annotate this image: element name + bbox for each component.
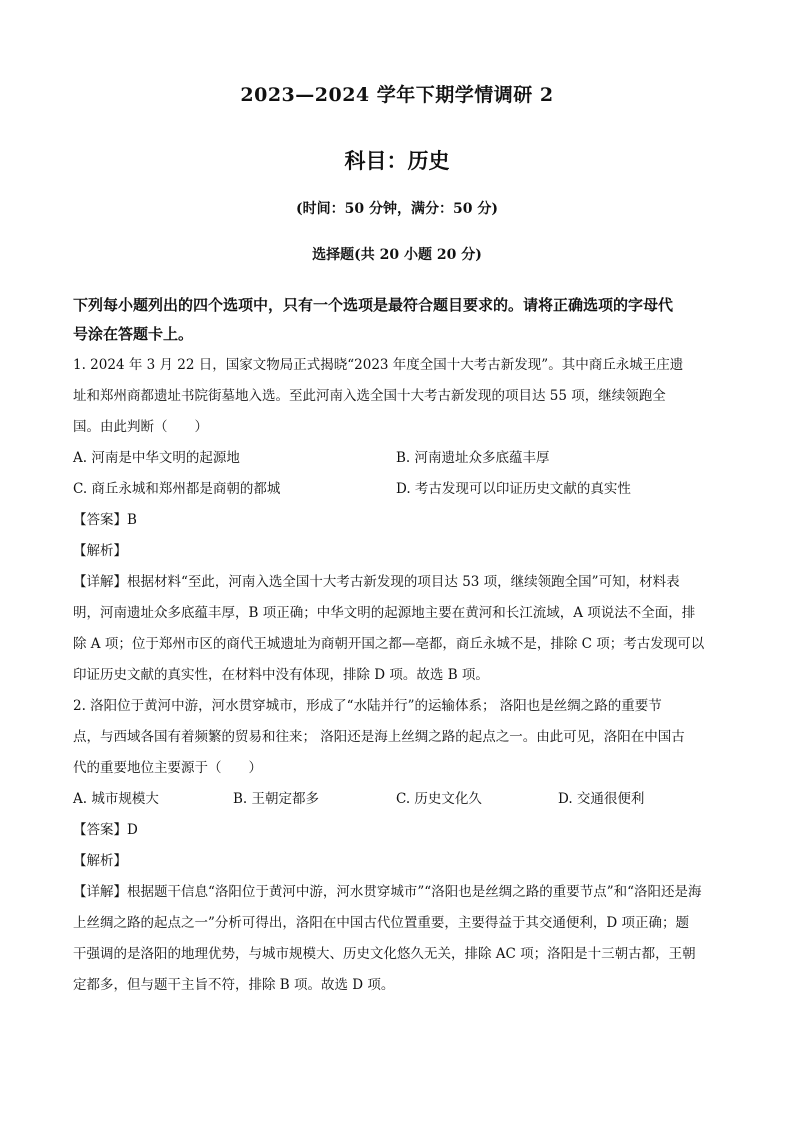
question-stem-line: 址和郑州商都遗址书院街墓地入选。至此河南入选全国十大考古新发现的项目达 55 项，继续领跑全 bbox=[73, 388, 666, 404]
answer-label: 【答案】D bbox=[73, 822, 138, 838]
options-row bbox=[73, 784, 723, 815]
analysis-label: 【解析】 bbox=[73, 543, 127, 559]
option-d: D. 交通很便利 bbox=[558, 791, 645, 807]
question-stem-line: 点，与西域各国有着频繁的贸易和往来； 洛阳还是海上丝绸之路的起点之一。由此可见，洛阳在中国古 bbox=[73, 729, 685, 745]
option-a: A. 城市规模大 bbox=[73, 791, 159, 807]
section-heading: 选择题(共 20 小题 20 分) bbox=[312, 247, 482, 263]
detail-line: 除 A 项；位于郑州市区的商代王城遗址为商朝开国之都—亳都，商丘永城不是，排除 C 项；考古发现可以 bbox=[73, 636, 705, 652]
detail-line: 印证历史文献的真实性，在材料中没有体现，排除 D 项。故选 B 项。 bbox=[73, 667, 489, 683]
options-row bbox=[73, 474, 723, 505]
detail-line: 干强调的是洛阳的地理优势，与城市规模大、历史文化悠久无关，排除 AC 项；洛阳是十三朝古都，王朝 bbox=[73, 946, 696, 962]
detail-line: 上丝绸之路的起点之一”分析可得出，洛阳在中国古代位置重要，主要得益于其交通便利，D 项正确；题 bbox=[73, 915, 690, 931]
question-2 bbox=[73, 691, 723, 1001]
question-1 bbox=[73, 350, 723, 691]
exam-time-info: (时间：50 分钟，满分：50 分) bbox=[296, 201, 498, 217]
detail-line: 【详解】根据材料“至此，河南入选全国十大考古新发现的项目达 53 项，继续领跑全国”可知，材料表 bbox=[73, 574, 680, 590]
instructions-line: 号涂在答题卡上。 bbox=[73, 325, 194, 343]
question-stem-line: 代的重要地位主要源于（ ） bbox=[73, 760, 262, 776]
option-c: C. 历史文化久 bbox=[396, 791, 482, 807]
detail-line: 定都多，但与题干主旨不符，排除 B 项。故选 D 项。 bbox=[73, 977, 395, 993]
option-b: B. 王朝定都多 bbox=[233, 791, 320, 807]
detail-line: 【详解】根据题干信息“洛阳位于黄河中游，河水贯穿城市”“洛阳也是丝绸之路的重要节点”和“洛阳还是海 bbox=[73, 884, 702, 900]
question-stem-line: 2. 洛阳位于黄河中游，河水贯穿城市，形成了“水陆并行”的运输体系； 洛阳也是丝绸之路的重要节 bbox=[73, 698, 662, 714]
detail-line: 明，河南遗址众多底蕴丰厚，B 项正确；中华文明的起源地主要在黄河和长江流域，A 项说法不全面，排 bbox=[73, 605, 696, 621]
document-title: 2023—2024 学年下期学情调研 2 bbox=[240, 84, 554, 106]
answer-label: 【答案】B bbox=[73, 512, 137, 528]
question-stem-line: 1. 2024 年 3 月 22 日，国家文物局正式揭晓“2023 年度全国十大考古新发现”。其中商丘永城王庄遗 bbox=[73, 357, 684, 373]
option-b: B. 河南遗址众多底蕴丰厚 bbox=[396, 450, 550, 466]
option-a: A. 河南是中华文明的起源地 bbox=[73, 450, 240, 466]
analysis-label: 【解析】 bbox=[73, 853, 127, 869]
options-row bbox=[73, 443, 723, 474]
subject-heading: 科目：历史 bbox=[344, 148, 450, 173]
option-d: D. 考古发现可以印证历史文献的真实性 bbox=[396, 481, 631, 497]
instructions-line: 下列每小题列出的四个选项中，只有一个选项是最符合题目要求的。请将正确选项的字母代 bbox=[73, 296, 674, 314]
instructions bbox=[73, 291, 723, 349]
option-c: C. 商丘永城和郑州都是商朝的都城 bbox=[73, 481, 281, 497]
question-stem-line: 国。由此判断（ ） bbox=[73, 419, 208, 435]
